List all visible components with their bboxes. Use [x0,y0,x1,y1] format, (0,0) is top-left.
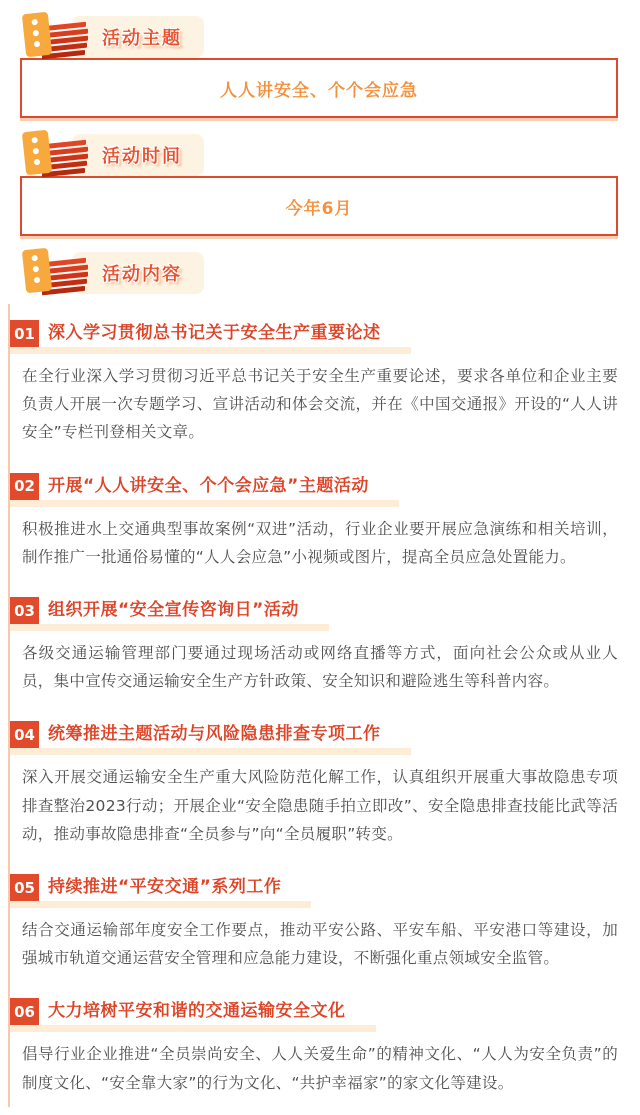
item-body: 结合交通运输部年度安全工作要点，推动平安公路、平安车船、平安港口等建设，加强城市轨道交通运营安全管理和应急能力建设，不断强化重点领域安全监管。 [22,921,618,968]
item-body: 各级交通运输管理部门要通过现场活动或网络直播等方式，面向社会公众或从业人员，集中宣传交通运输安全生产方针政策、安全知识和避险逃生等科普内容。 [22,644,618,691]
item-03-header [10,597,299,624]
item-number-badge: 03 [10,597,39,624]
section-theme [8,12,618,118]
content-item-05 [10,858,618,982]
item-number-badge: 01 [10,320,39,347]
flag-dot [34,277,41,284]
item-05-header [10,874,281,901]
content-item-list [8,304,618,1107]
item-number-badge: 05 [10,874,39,901]
content-item-01 [10,304,618,457]
item-body: 在全行业深入学习贯彻习近平总书记关于安全生产重要论述，要求各单位和企业主要负责人开展一次专题学习、宣讲活动和体会交流，并在《中国交通报》开设的“人人讲安全”专栏刊登相关文章。 [22,367,618,442]
item-title: 大力培树平安和谐的交通运输安全文化 [48,1001,346,1022]
item-body: 倡导行业企业推进“全员崇尚安全、人人关爱生命”的精神文化、“人人为安全负责”的制度文化、“安全靠大家”的行为文化、“共护幸福家”的家文化等建设。 [22,1045,618,1092]
flag-dot [33,266,40,273]
flag-dot [33,30,40,37]
content-item-04 [10,705,618,858]
item-body: 积极推进水上交通典型事故案例“双进”活动，行业企业要开展应急演练和相关培训，制作推广一批通俗易懂的“人人会应急”小视频或图片，提高全员应急处置能力。 [22,519,618,566]
flag-dot [34,41,41,48]
section-content [8,248,618,1107]
content-item-06 [10,982,618,1106]
item-06-header [10,998,346,1025]
time-value-text: 今年6月 [285,198,353,219]
item-title: 深入学习贯彻总书记关于安全生产重要论述 [48,323,381,343]
item-number-badge: 02 [10,473,39,500]
item-02-header [10,473,369,500]
item-04-header [10,721,381,748]
item-title: 持续推进“平安交通”系列工作 [48,877,282,898]
flag-dot [31,255,38,262]
theme-value-text: 人人讲安全、个个会应急 [220,80,418,101]
item-title: 组织开展“安全宣传咨询日”活动 [48,600,299,621]
content-item-03 [10,581,618,705]
flag-pole [22,130,52,175]
section-time-label: 活动时间 [72,134,204,176]
item-01-header [10,320,381,347]
flag-dot [34,159,41,166]
flag-dot [31,137,38,144]
section-time [8,130,618,236]
flag-pole [22,12,52,57]
flag-dot [31,19,38,26]
flag-dot [33,148,40,155]
section-time-header [16,130,618,182]
section-content-header [16,248,618,300]
section-content-label: 活动内容 [72,252,204,294]
section-theme-label: 活动主题 [72,16,204,58]
item-title: 统筹推进主题活动与风险隐患排查专项工作 [48,724,381,745]
content-item-02 [10,457,618,581]
item-number-badge: 04 [10,721,39,748]
time-value-box [20,176,618,236]
flag-pole [22,248,52,293]
section-theme-header [16,12,618,64]
item-body: 深入开展交通运输安全生产重大风险防范化解工作，认真组织开展重大事故隐患专项排查整治2023行动；开展企业“安全隐患随手拍立即改”、安全隐患排查技能比武等活动，推动事故隐患排查“全员参与”向“全员履职”转变。 [22,768,618,843]
item-number-badge: 06 [10,998,39,1025]
theme-value-box [20,58,618,118]
item-title: 开展“人人讲安全、个个会应急”主题活动 [48,475,369,496]
